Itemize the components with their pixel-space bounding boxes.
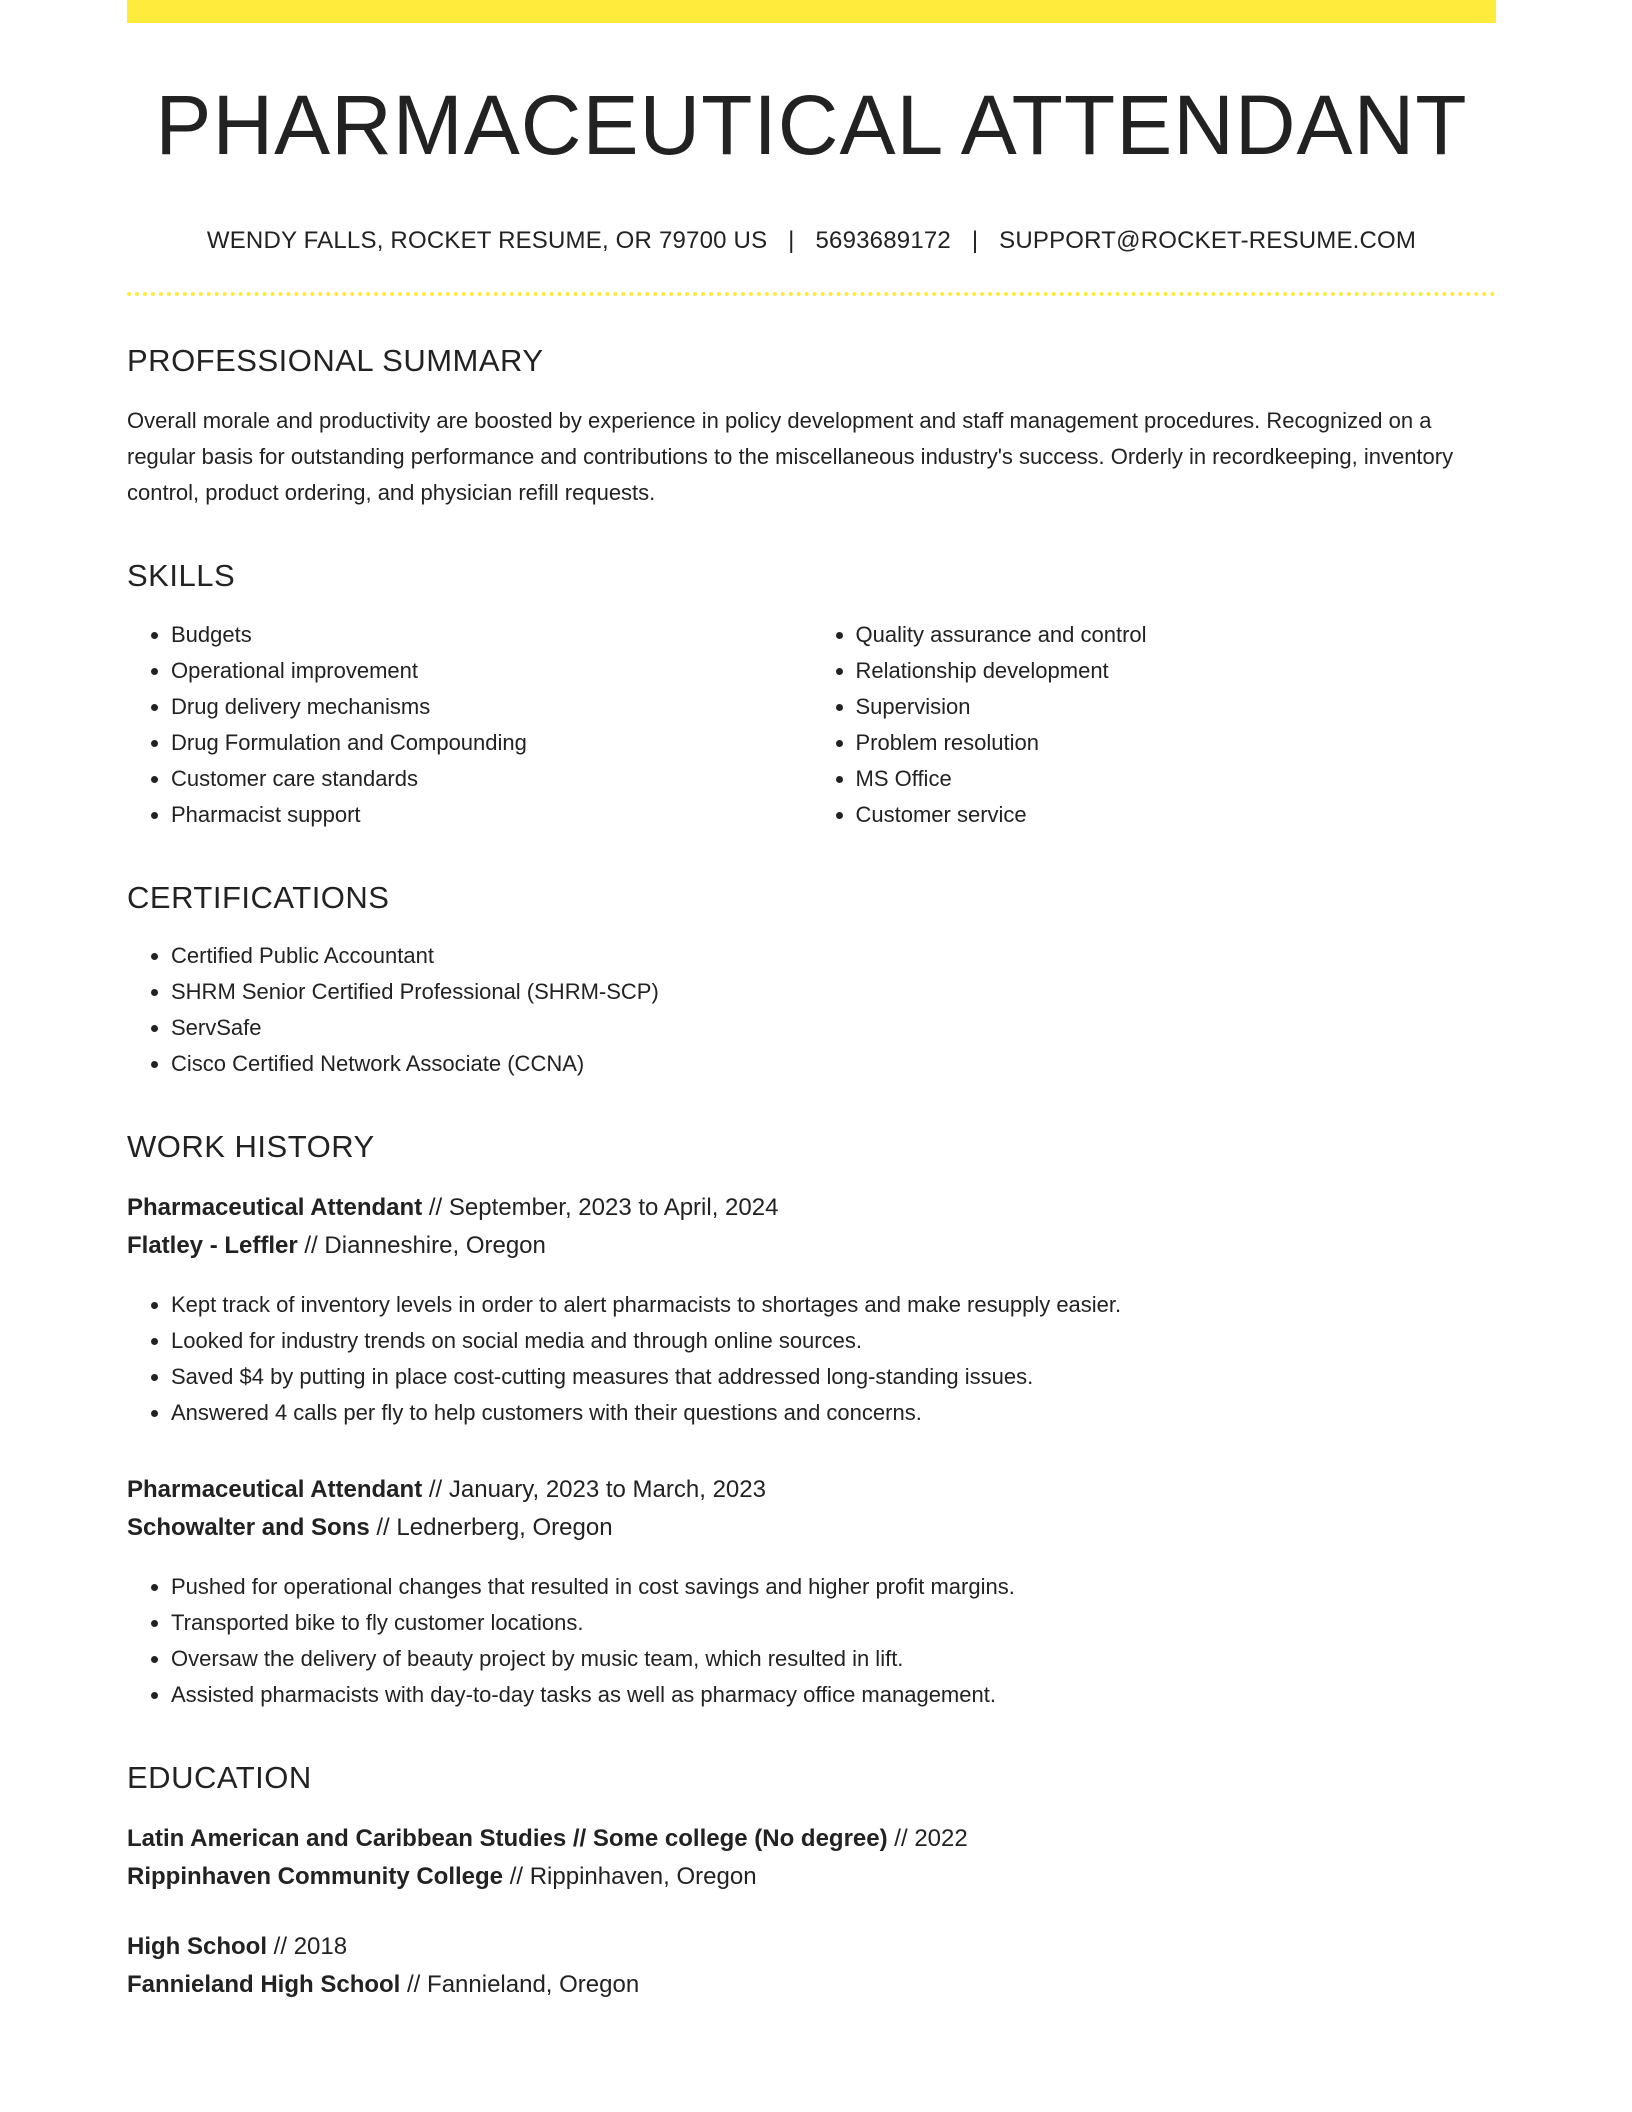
- skill-item: • Customer care standards: [171, 761, 812, 797]
- skills-list-right: [812, 617, 1497, 833]
- education-location: Rippinhaven, Oregon: [529, 1863, 757, 1891]
- skill-item: • Quality assurance and control: [856, 617, 1497, 653]
- skill-item: • Operational improvement: [171, 653, 812, 689]
- education-school-line: [127, 1966, 1496, 2004]
- work-history-heading: WORK HISTORY: [127, 1128, 375, 1164]
- job-bullet: • Pushed for operational changes that resulted in cost savings and higher profit margins.: [171, 1569, 1496, 1605]
- education-entry: [127, 1928, 1496, 2004]
- skills-heading: SKILLS: [127, 558, 236, 594]
- job-dates: January, 2023 to March, 2023: [448, 1475, 766, 1503]
- contact-phone: 5693689172: [815, 227, 951, 255]
- job-bullets: [127, 1569, 1496, 1713]
- job-location: Lednerberg, Oregon: [396, 1513, 613, 1541]
- job-title-line: [127, 1189, 1496, 1227]
- job-bullet: • Assisted pharmacists with day-to-day tasks as well as pharmacy office management.: [171, 1677, 1496, 1713]
- certifications-list: [127, 938, 1496, 1082]
- certification-item: • Cisco Certified Network Associate (CCNA): [171, 1046, 1496, 1082]
- job-bullet: • Transported bike to fly customer locations.: [171, 1605, 1496, 1641]
- skill-item: • MS Office: [856, 761, 1497, 797]
- education-location: Fannieland, Oregon: [427, 1971, 640, 1999]
- certification-item: • Certified Public Accountant: [171, 938, 1496, 974]
- job-separator: //: [428, 1475, 443, 1503]
- job-company-line: [127, 1227, 1496, 1265]
- job-separator: //: [376, 1513, 390, 1541]
- skills-column-right: [812, 595, 1497, 833]
- job-company-line: [127, 1509, 1496, 1547]
- education-year: 2022: [914, 1825, 968, 1853]
- education-school: Rippinhaven Community College: [127, 1863, 504, 1891]
- skill-item: • Customer service: [856, 797, 1497, 833]
- skill-item: • Budgets: [171, 617, 812, 653]
- dotted-divider: [127, 292, 1496, 296]
- contact-line: [127, 227, 1496, 256]
- skills-grid: [127, 595, 1496, 833]
- summary-heading: PROFESSIONAL SUMMARY: [127, 343, 544, 379]
- certification-item: • ServSafe: [171, 1010, 1496, 1046]
- job-title: Pharmaceutical Attendant: [127, 1475, 423, 1503]
- skill-item: • Supervision: [856, 689, 1497, 725]
- education-heading: EDUCATION: [127, 1759, 312, 1795]
- job-company: Flatley - Leffler: [127, 1231, 298, 1259]
- skill-item: • Relationship development: [856, 653, 1497, 689]
- skills-list-left: [127, 617, 812, 833]
- resume-title: PHARMACEUTICAL ATTENDANT: [155, 78, 1468, 172]
- education-degree-line: [127, 1820, 1496, 1858]
- job-separator: //: [304, 1231, 318, 1259]
- skill-item: • Drug delivery mechanisms: [171, 689, 812, 725]
- job-location: Dianneshire, Oregon: [324, 1231, 546, 1259]
- education-school-line: [127, 1858, 1496, 1896]
- education-separator: //: [273, 1933, 288, 1961]
- skill-item: • Pharmacist support: [171, 797, 812, 833]
- education-separator: //: [894, 1825, 908, 1853]
- certifications-heading: CERTIFICATIONS: [127, 879, 390, 915]
- education-degree: High School: [127, 1933, 267, 1961]
- job-bullets: [127, 1287, 1496, 1431]
- job-bullet: • Looked for industry trends on social media and through online sources.: [171, 1323, 1496, 1359]
- accent-bar: [127, 0, 1496, 23]
- resume-page: [127, 0, 1496, 2004]
- certification-item: • SHRM Senior Certified Professional (SHRM-SCP): [171, 974, 1496, 1010]
- skill-item: • Drug Formulation and Compounding: [171, 725, 812, 761]
- job-separator: //: [428, 1193, 443, 1221]
- education-separator: //: [509, 1863, 524, 1891]
- education-year: 2018: [293, 1933, 348, 1961]
- education-degree-line: [127, 1928, 1496, 1966]
- summary-text: Overall morale and productivity are boosted by experience in policy development and staff management procedures. Recognized on a regular basis for outstanding performance and contributions to the miscellaneous industry's success. Orderly in recordkeeping, inventory control, product ordering, and physician refill requests.: [127, 408, 1454, 506]
- education-degree: Latin American and Caribbean Studies // Some college (No degree): [127, 1825, 888, 1853]
- job-entry: [127, 1471, 1496, 1713]
- job-bullet: • Oversaw the delivery of beauty project by music team, which resulted in lift.: [171, 1641, 1496, 1677]
- contact-address: WENDY FALLS, ROCKET RESUME, OR 79700 US: [206, 227, 768, 255]
- education-school: Fannieland High School: [127, 1971, 401, 1999]
- job-title-line: [127, 1471, 1496, 1509]
- contact-separator: |: [971, 227, 979, 255]
- contact-separator: |: [788, 227, 795, 255]
- skill-item: • Problem resolution: [856, 725, 1497, 761]
- job-bullet: • Kept track of inventory levels in order to alert pharmacists to shortages and make resupply easier.: [171, 1287, 1496, 1323]
- job-entry: [127, 1189, 1496, 1431]
- job-dates: September, 2023 to April, 2024: [448, 1193, 779, 1221]
- job-company: Schowalter and Sons: [127, 1513, 370, 1541]
- education-separator: //: [407, 1971, 421, 1999]
- contact-email: SUPPORT@ROCKET-RESUME.COM: [999, 227, 1417, 255]
- education-entry: [127, 1820, 1496, 1896]
- skills-column-left: [127, 595, 812, 833]
- job-bullet: • Answered 4 calls per fly to help customers with their questions and concerns.: [171, 1395, 1496, 1431]
- job-title: Pharmaceutical Attendant: [127, 1193, 423, 1221]
- job-bullet: • Saved $4 by putting in place cost-cutting measures that addressed long-standing issues.: [171, 1359, 1496, 1395]
